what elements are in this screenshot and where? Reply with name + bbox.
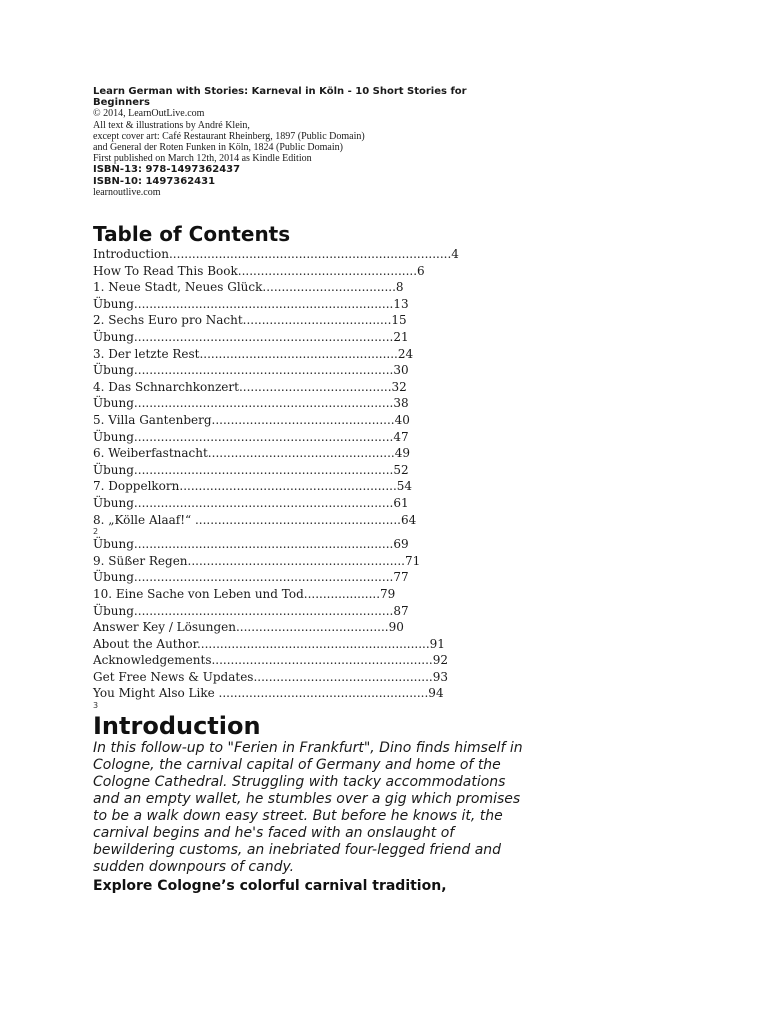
page-marker-2: 2: [93, 527, 99, 537]
toc-entry-exercise-6[interactable]: Übung....................................................................52: [93, 462, 409, 477]
toc-entry-exercise-1[interactable]: Übung....................................................................13: [93, 296, 409, 311]
toc-entry-about-author[interactable]: About the Author.............................................................91: [93, 636, 445, 651]
credits-line: All text & illustrations by André Klein,: [93, 119, 250, 131]
toc-entry-exercise-5[interactable]: Übung....................................................................47: [93, 429, 409, 444]
cover-art-line-2: and General der Roten Funken in Köln, 1824 (Public Domain): [93, 142, 343, 154]
toc-entry-chapter-9[interactable]: 9. Süßer Regen.........................................................71: [93, 553, 421, 568]
toc-entry-chapter-1[interactable]: 1. Neue Stadt, Neues Glück...................................8: [93, 280, 404, 295]
toc-entry-exercise-2[interactable]: Übung....................................................................21: [93, 330, 409, 344]
toc-entry-answer-key[interactable]: Answer Key / Lösungen........................................90: [93, 620, 404, 635]
first-published-line: First published on March 12th, 2014 as Kindle Edition: [93, 153, 312, 165]
toc-entry-how-to-read[interactable]: How To Read This Book...............................................6: [93, 263, 425, 278]
toc-heading: Table of Contents: [93, 222, 291, 247]
toc-entry-acknowledgements[interactable]: Acknowledgements..........................................................92: [93, 653, 448, 668]
introduction-bold-line: Explore Cologne’s colorful carnival tradition,: [93, 878, 447, 895]
toc-entry-chapter-7[interactable]: 7. Doppelkorn.........................................................54: [93, 479, 413, 494]
toc-entry-exercise-9[interactable]: Übung....................................................................77: [93, 570, 409, 585]
toc-entry-chapter-6[interactable]: 6. Weiberfastnacht.................................................49: [93, 446, 410, 461]
toc-entry-chapter-5[interactable]: 5. Villa Gantenberg................................................40: [93, 412, 410, 427]
isbn13-line: ISBN-13: 978-1497362437: [93, 164, 241, 176]
cover-art-line-1: except cover art: Café Restaurant Rheinberg, 1897 (Public Domain): [93, 130, 365, 142]
introduction-paragraph: In this follow-up to "Ferien in Frankfurt", Dino finds himself in Cologne, the carnival capital of Germany and home of the Cologne Cathedral. Struggling with tacky accommodations and an empty wallet, he stumbles over a gig which promises to be a walk down easy street. But before he knows it, the carnival begins and he's faced with an onslaught of bewildering customs, an inebriated four-legged friend and sudden downpours of candy.: [93, 740, 523, 876]
toc-entry-you-might-like[interactable]: You Might Also Like .......................................................94: [93, 686, 444, 701]
toc-entry-chapter-8[interactable]: 8. „Kölle Alaaf!“ ......................................................64: [93, 512, 417, 527]
toc-entry-chapter-4[interactable]: 4. Das Schnarchkonzert........................................32: [93, 379, 407, 394]
toc-entry-exercise-8[interactable]: Übung....................................................................69: [93, 537, 409, 552]
copyright-line: © 2014, LearnOutLive.com: [93, 108, 205, 120]
toc-entry-free-news[interactable]: Get Free News & Updates...............................................93: [93, 669, 449, 684]
front-matter: [93, 86, 733, 198]
toc-entry-introduction[interactable]: Introduction..........................................................................4: [93, 247, 459, 262]
toc-entry-chapter-2[interactable]: 2. Sechs Euro pro Nacht.......................................15: [93, 313, 407, 328]
toc-entry-exercise-3[interactable]: Übung....................................................................30: [93, 363, 409, 378]
toc-entry-exercise-7[interactable]: Übung....................................................................61: [93, 495, 409, 510]
isbn10-line: ISBN-10: 1497362431: [93, 175, 216, 187]
document-page: [93, 86, 733, 895]
toc-entry-chapter-10[interactable]: 10. Eine Sache von Leben und Tod....................79: [93, 586, 396, 601]
introduction-heading: Introduction: [93, 712, 261, 741]
website-line: learnoutlive.com: [93, 186, 161, 198]
page-marker-3: 3: [93, 701, 99, 711]
toc-entry-chapter-3[interactable]: 3. Der letzte Rest....................................................24: [93, 346, 414, 361]
book-title: Learn German with Stories: Karneval in Köln - 10 Short Stories for Beginners: [93, 86, 467, 109]
table-of-contents: [93, 246, 733, 702]
toc-entry-exercise-10[interactable]: Übung....................................................................87: [93, 603, 409, 618]
toc-entry-exercise-4[interactable]: Übung....................................................................38: [93, 396, 409, 411]
